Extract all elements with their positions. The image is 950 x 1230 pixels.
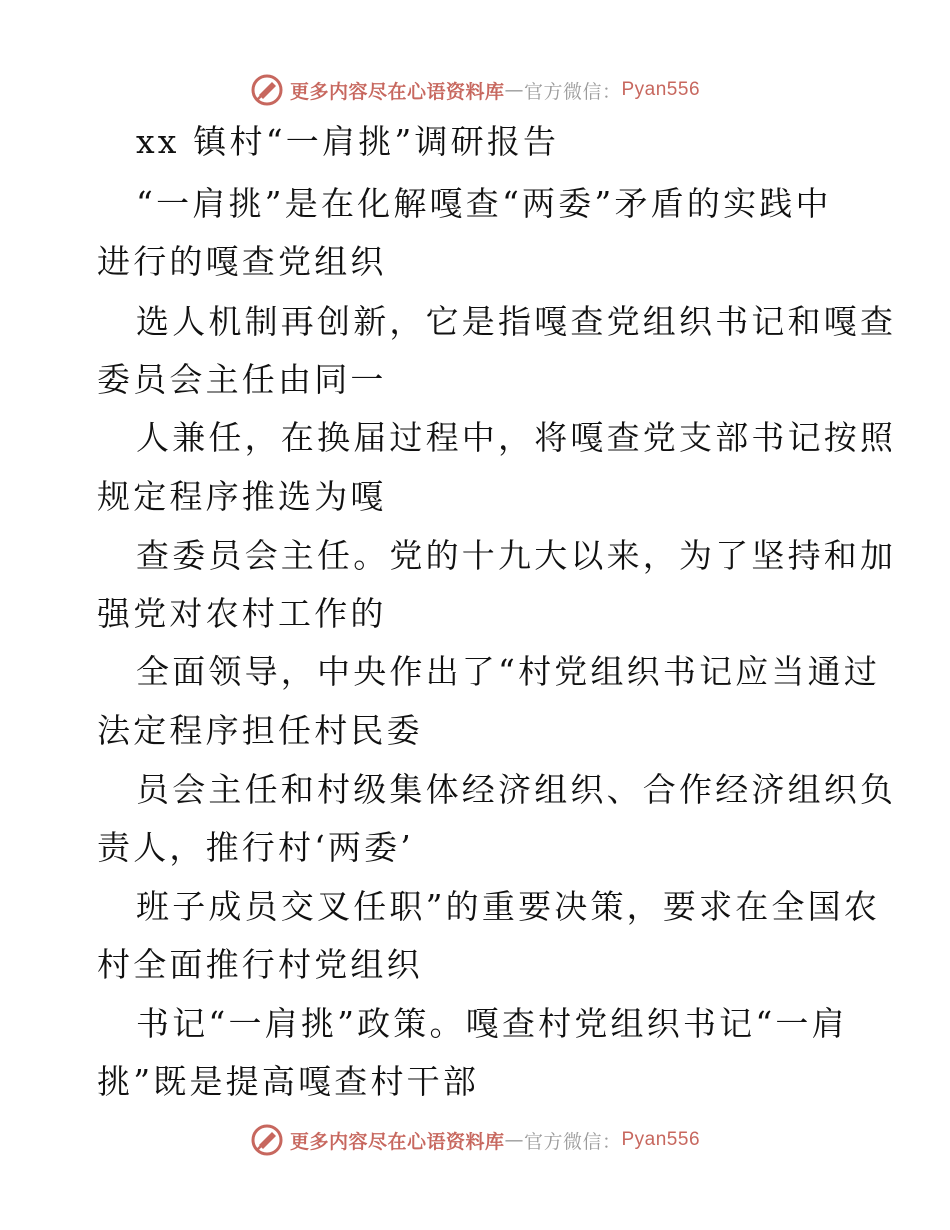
footer-watermark-banner: [0, 1120, 950, 1160]
banner-main-text: 更多内容尽在心语资料库: [289, 1130, 505, 1153]
banner-dash: —: [504, 1129, 524, 1151]
paragraph-line: 强党对农村工作的: [97, 594, 387, 633]
paragraph-line: 委员会主任由同一: [97, 360, 387, 399]
paragraph-line: 选人机制再创新，它是指嘎查党组织书记和嘎查: [136, 302, 897, 341]
paragraph-line: 人兼任，在换届过程中，将嘎查党支部书记按照: [136, 418, 897, 457]
paragraph-line: 书记“一肩挑”政策。嘎查村党组织书记“一肩: [136, 1004, 848, 1043]
paragraph-line: 村全面推行村党组织: [97, 945, 423, 984]
banner-side-text: 官方微信：: [523, 1130, 622, 1153]
banner-main-text: 更多内容尽在心语资料库: [289, 80, 505, 103]
paragraph-line: 全面领导，中央作出了“村党组织书记应当通过: [136, 652, 881, 691]
paragraph-line: 进行的嘎查党组织: [97, 242, 387, 281]
document-title: xx 镇村“一肩挑”调研报告: [136, 122, 560, 161]
paragraph-line: 法定程序担任村民委: [97, 711, 423, 750]
header-watermark-banner: [0, 70, 950, 110]
paragraph-line: 责人，推行村‘两委’: [97, 828, 414, 867]
banner-dash: —: [504, 79, 524, 101]
paragraph-line: 班子成员交叉任职”的重要决策，要求在全国农: [136, 887, 881, 926]
paragraph-line: 规定程序推选为嘎: [97, 477, 387, 516]
paragraph-line: 员会主任和村级集体经济组织、合作经济组织负: [136, 770, 897, 809]
paragraph-line: 查委员会主任。党的十九大以来，为了坚持和加: [136, 536, 897, 575]
paragraph-line: 挑”既是提高嘎查村干部: [97, 1062, 480, 1101]
logo-icon: [250, 73, 284, 107]
paragraph-line: “一肩挑”是在化解嘎查“两委”矛盾的实践中: [136, 184, 832, 223]
logo-icon: [250, 1123, 284, 1157]
banner-id-text: Pyan556: [621, 79, 701, 100]
banner-id-text: Pyan556: [621, 1129, 701, 1150]
banner-side-text: 官方微信：: [523, 80, 622, 103]
